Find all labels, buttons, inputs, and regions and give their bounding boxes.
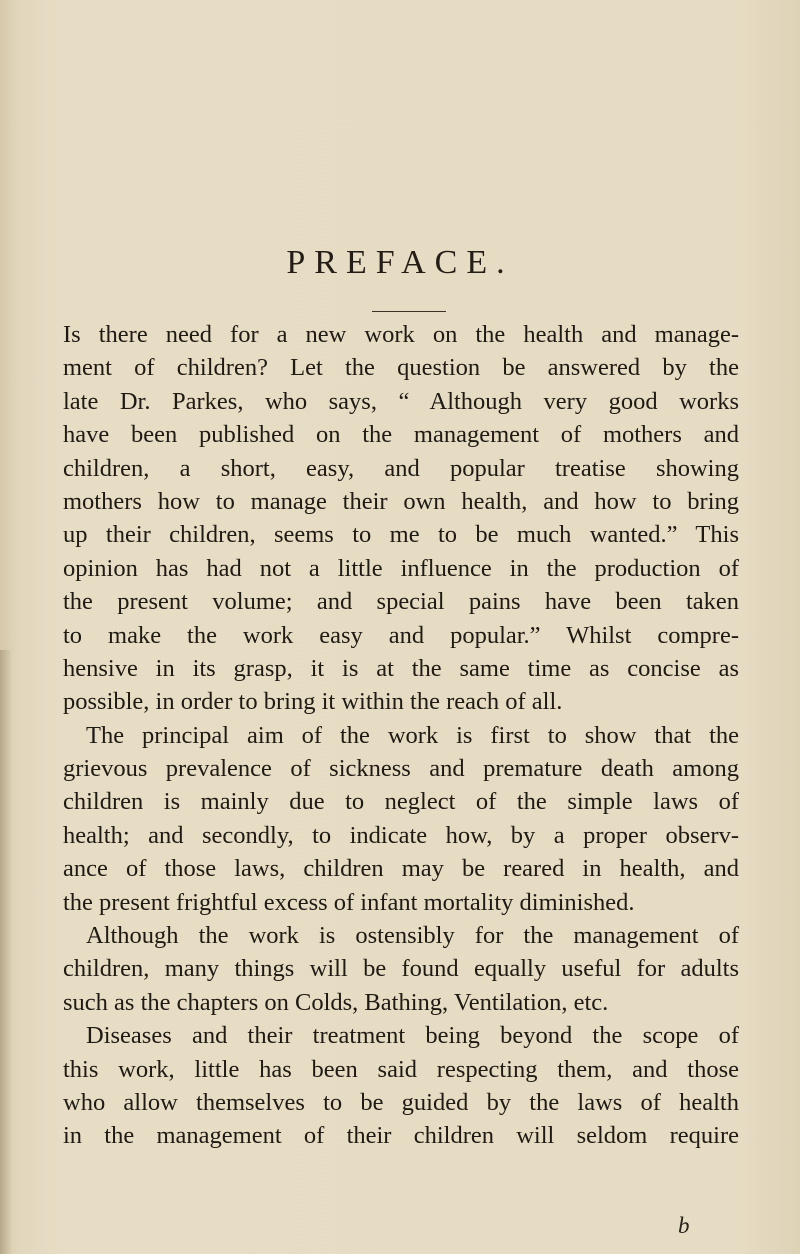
text-line: possible, in order to bring it within the reach of all. xyxy=(63,688,563,716)
text-line: children is mainly due to neglect of the simple laws of xyxy=(63,788,739,816)
text-line: hensive in its grasp, it is at the same time as concise as xyxy=(63,654,739,682)
text-line: to make the work easy and popular.” Whilst compre- xyxy=(63,621,739,649)
text-line: ment of children? Let the question be answered by the xyxy=(63,354,739,382)
title-rule xyxy=(372,311,446,312)
text-line: opinion has had not a little influence in the production of xyxy=(63,554,739,582)
text-line: this work, little has been said respecting them, and those xyxy=(63,1055,739,1083)
text-line: children, a short, easy, and popular treatise showing xyxy=(63,454,739,482)
text-line: who allow themselves to be guided by the laws of health xyxy=(63,1088,739,1116)
page-title: PREFACE. xyxy=(286,244,514,281)
text-line: health; and secondly, to indicate how, by a proper observ- xyxy=(63,821,739,849)
text-line: Although the work is ostensibly for the management of xyxy=(86,922,739,950)
preface-text xyxy=(63,318,739,1153)
page-edge-shadow xyxy=(0,650,12,1254)
text-line: grievous prevalence of sickness and premature death among xyxy=(63,755,739,783)
text-line: the present frightful excess of infant mortality diminished. xyxy=(63,888,635,916)
text-line: Is there need for a new work on the health and manage- xyxy=(63,321,739,348)
text-line: Diseases and their treatment being beyond the scope of xyxy=(86,1022,739,1050)
text-line: the present volume; and special pains have been taken xyxy=(63,588,739,616)
text-line: have been published on the management of mothers and xyxy=(63,421,739,449)
signature-mark: b xyxy=(678,1213,690,1238)
text-line: The principal aim of the work is first to show that the xyxy=(86,721,739,749)
text-line: in the management of their children will seldom require xyxy=(63,1122,739,1150)
text-line: late Dr. Parkes, who says, “ Although very good works xyxy=(63,387,739,415)
text-line: mothers how to manage their own health, and how to bring xyxy=(63,487,739,515)
text-line: ance of those laws, children may be reared in health, and xyxy=(63,855,739,883)
text-line: up their children, seems to me to be much wanted.” This xyxy=(63,521,739,549)
text-line: children, many things will be found equally useful for adults xyxy=(63,955,739,983)
text-line: such as the chapters on Colds, Bathing, Ventilation, etc. xyxy=(63,988,609,1016)
